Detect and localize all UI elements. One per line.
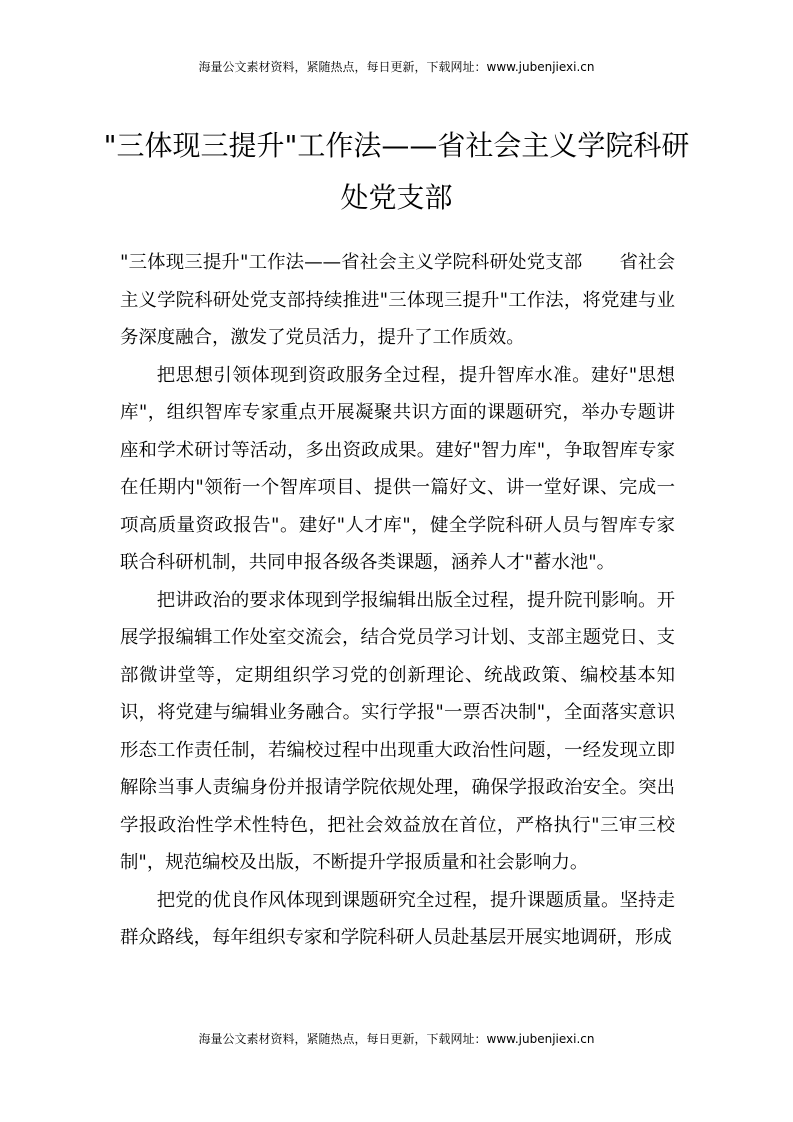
page-header: 海量公文素材资料，紧随热点，每日更新，下载网址：www.jubenjiexi.cn bbox=[198, 60, 595, 74]
paragraph-intro: "三体现三提升"工作法——省社会主义学院科研处党支部 省社会主义学院科研处党支部持续推进"三体现三提升"工作法，将党建与业务深度融合，激发了党员活力，提升了工作质效。 bbox=[120, 252, 675, 348]
paragraph-think-tank: 把思想引领体现到资政服务全过程，提升智库水准。建好"思想库"，组织智库专家重点开展凝聚共识方面的课题研究，举办专题讲座和学术研讨等活动，多出资政成果。建好"智力库"，争取智库专家在任期内"领衔一个智库项目、提供一篇好文、讲一堂好课、完成一项高质量资政报告"。建好"人才库"，健全学院科研人员与智库专家联合科研机制，共同申报各级各类课题，涵养人才"蓄水池"。 bbox=[120, 364, 675, 573]
page-footer: 海量公文素材资料，紧随热点，每日更新，下载网址：www.jubenjiexi.cn bbox=[198, 1032, 595, 1046]
paragraph-research: 把党的优良作风体现到课题研究全过程，提升课题质量。坚持走群众路线，每年组织专家和学院科研人员赴基层开展实地调研，形成 bbox=[120, 889, 675, 948]
paragraph-journal: 把讲政治的要求体现到学报编辑出版全过程，提升院刊影响。开展学报编辑工作处室交流会，结合党员学习计划、支部主题党日、支部微讲堂等，定期组织学习党的创新理论、统战政策、编校基本知识，将党建与编辑业务融合。实行学报"一票否决制"，全面落实意识形态工作责任制，若编校过程中出现重大政治性问题，一经发现立即解除当事人责编身份并报请学院依规处理，确保学报政治安全。突出学报政治性学术性特色，把社会效益放在首位，严格执行"三审三校制"，规范编校及出版，不断提升学报质量和社会影响力。 bbox=[120, 589, 675, 873]
document-title: "三体现三提升"工作法——省社会主义学院科研处党支部 bbox=[103, 129, 690, 214]
document-body bbox=[120, 244, 675, 957]
